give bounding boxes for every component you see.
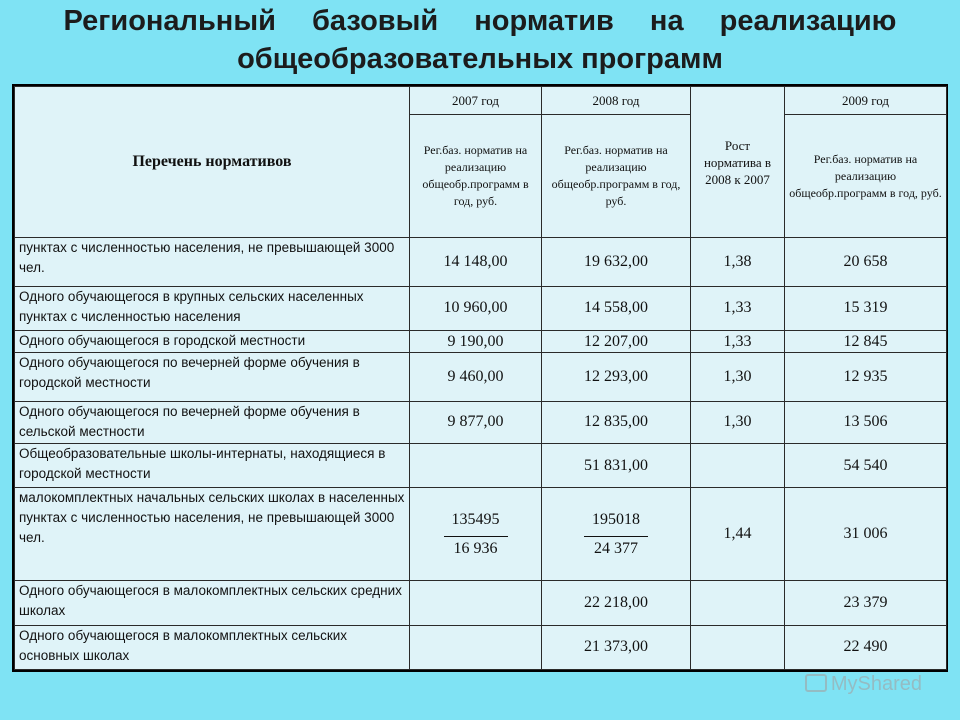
- table-row: [15, 353, 947, 401]
- cell-2009: 31 006: [785, 488, 947, 581]
- table-row: [15, 331, 947, 353]
- row-name: Одного обучающегося в малокомплектных сельских основных школах: [15, 625, 410, 669]
- fraction-bottom: 16 936: [453, 539, 498, 557]
- cell-2008: 51 831,00: [542, 444, 691, 488]
- list-header: Перечень нормативов: [15, 87, 410, 238]
- header-growth: Рост норматива в 2008 к 2007: [691, 87, 785, 238]
- title-line-1: Региональный базовый норматив на реализацию: [63, 5, 897, 37]
- subheader-2008: Рег.баз. норматив на реализацию общеобр.программ в год, руб.: [542, 115, 691, 238]
- cell-2008: 14 558,00: [542, 286, 691, 330]
- cell-growth: [691, 625, 785, 669]
- row-name: Одного обучающегося по вечерней форме обучения в сельской местности: [15, 401, 410, 443]
- fraction-top: 135495: [451, 510, 500, 528]
- cell-2009: 54 540: [785, 444, 947, 488]
- row-name: Одного обучающегося по вечерней форме обучения в городской местности: [15, 353, 410, 401]
- header-2007: 2007 год: [410, 87, 542, 115]
- normatives-table: [14, 86, 947, 670]
- row-name: пунктах с численностью населения, не превышающей 3000 чел.: [15, 238, 410, 286]
- header-row-years: [15, 87, 947, 115]
- table-row: [15, 286, 947, 330]
- subheader-2007: Рег.баз. норматив на реализацию общеобр.программ в год, руб.: [410, 115, 542, 238]
- cell-2007: 9 460,00: [410, 353, 542, 401]
- cell-growth: [691, 581, 785, 625]
- cell-growth: [691, 444, 785, 488]
- cell-2007: [410, 581, 542, 625]
- fraction-bottom: 24 377: [594, 539, 638, 557]
- table-frame: [12, 84, 948, 672]
- page-title: [0, 2, 960, 78]
- row-name: Одного обучающегося в крупных сельских населенных пунктах с численностью населения: [15, 286, 410, 330]
- cell-growth: 1,38: [691, 238, 785, 286]
- cell-2009: 15 319: [785, 286, 947, 330]
- presentation-icon: [805, 674, 827, 692]
- cell-2008: 22 218,00: [542, 581, 691, 625]
- row-name: Одного обучающегося в городской местности: [15, 331, 410, 353]
- fraction-top: 195018: [592, 510, 640, 528]
- table-row: [15, 444, 947, 488]
- table-row: [15, 488, 947, 581]
- fraction-line: [444, 536, 508, 537]
- row-name: Общеобразовательные школы-интернаты, находящиеся в городской местности: [15, 444, 410, 488]
- cell-2007: 14 148,00: [410, 238, 542, 286]
- watermark: [805, 673, 922, 696]
- cell-2008: 12 835,00: [542, 401, 691, 443]
- watermark-text: MyShared: [830, 673, 922, 695]
- cell-2009: 12 935: [785, 353, 947, 401]
- cell-2007: 9 877,00: [410, 401, 542, 443]
- cell-2009: 13 506: [785, 401, 947, 443]
- cell-growth: 1,33: [691, 331, 785, 353]
- table-row: [15, 401, 947, 443]
- cell-2007: 9 190,00: [410, 331, 542, 353]
- cell-2008: 12 207,00: [542, 331, 691, 353]
- cell-2007: [410, 444, 542, 488]
- table-row: [15, 581, 947, 625]
- cell-2009: 23 379: [785, 581, 947, 625]
- cell-2008-fraction: [542, 488, 691, 581]
- header-2008: 2008 год: [542, 87, 691, 115]
- cell-2009: 12 845: [785, 331, 947, 353]
- cell-2009: 22 490: [785, 625, 947, 669]
- row-name: малокомплектных начальных сельских школах в населенных пунктах с численностью населения, не превышающей 3000 чел.: [15, 488, 410, 581]
- fraction-line: [584, 536, 648, 537]
- row-name: Одного обучающегося в малокомплектных сельских средних школах: [15, 581, 410, 625]
- table-row: [15, 625, 947, 669]
- cell-2008: 21 373,00: [542, 625, 691, 669]
- cell-growth: 1,30: [691, 353, 785, 401]
- cell-growth: 1,30: [691, 401, 785, 443]
- cell-2007: [410, 625, 542, 669]
- cell-2008: 19 632,00: [542, 238, 691, 286]
- table-row: [15, 238, 947, 286]
- title-line-2: общеобразовательных программ: [237, 43, 723, 75]
- cell-2008: 12 293,00: [542, 353, 691, 401]
- cell-growth: 1,44: [691, 488, 785, 581]
- cell-2007-fraction: [410, 488, 542, 581]
- cell-2007: 10 960,00: [410, 286, 542, 330]
- header-2009: 2009 год: [785, 87, 947, 115]
- subheader-2009: Рег.баз. норматив на реализацию общеобр.программ в год, руб.: [785, 115, 947, 238]
- cell-growth: 1,33: [691, 286, 785, 330]
- cell-2009: 20 658: [785, 238, 947, 286]
